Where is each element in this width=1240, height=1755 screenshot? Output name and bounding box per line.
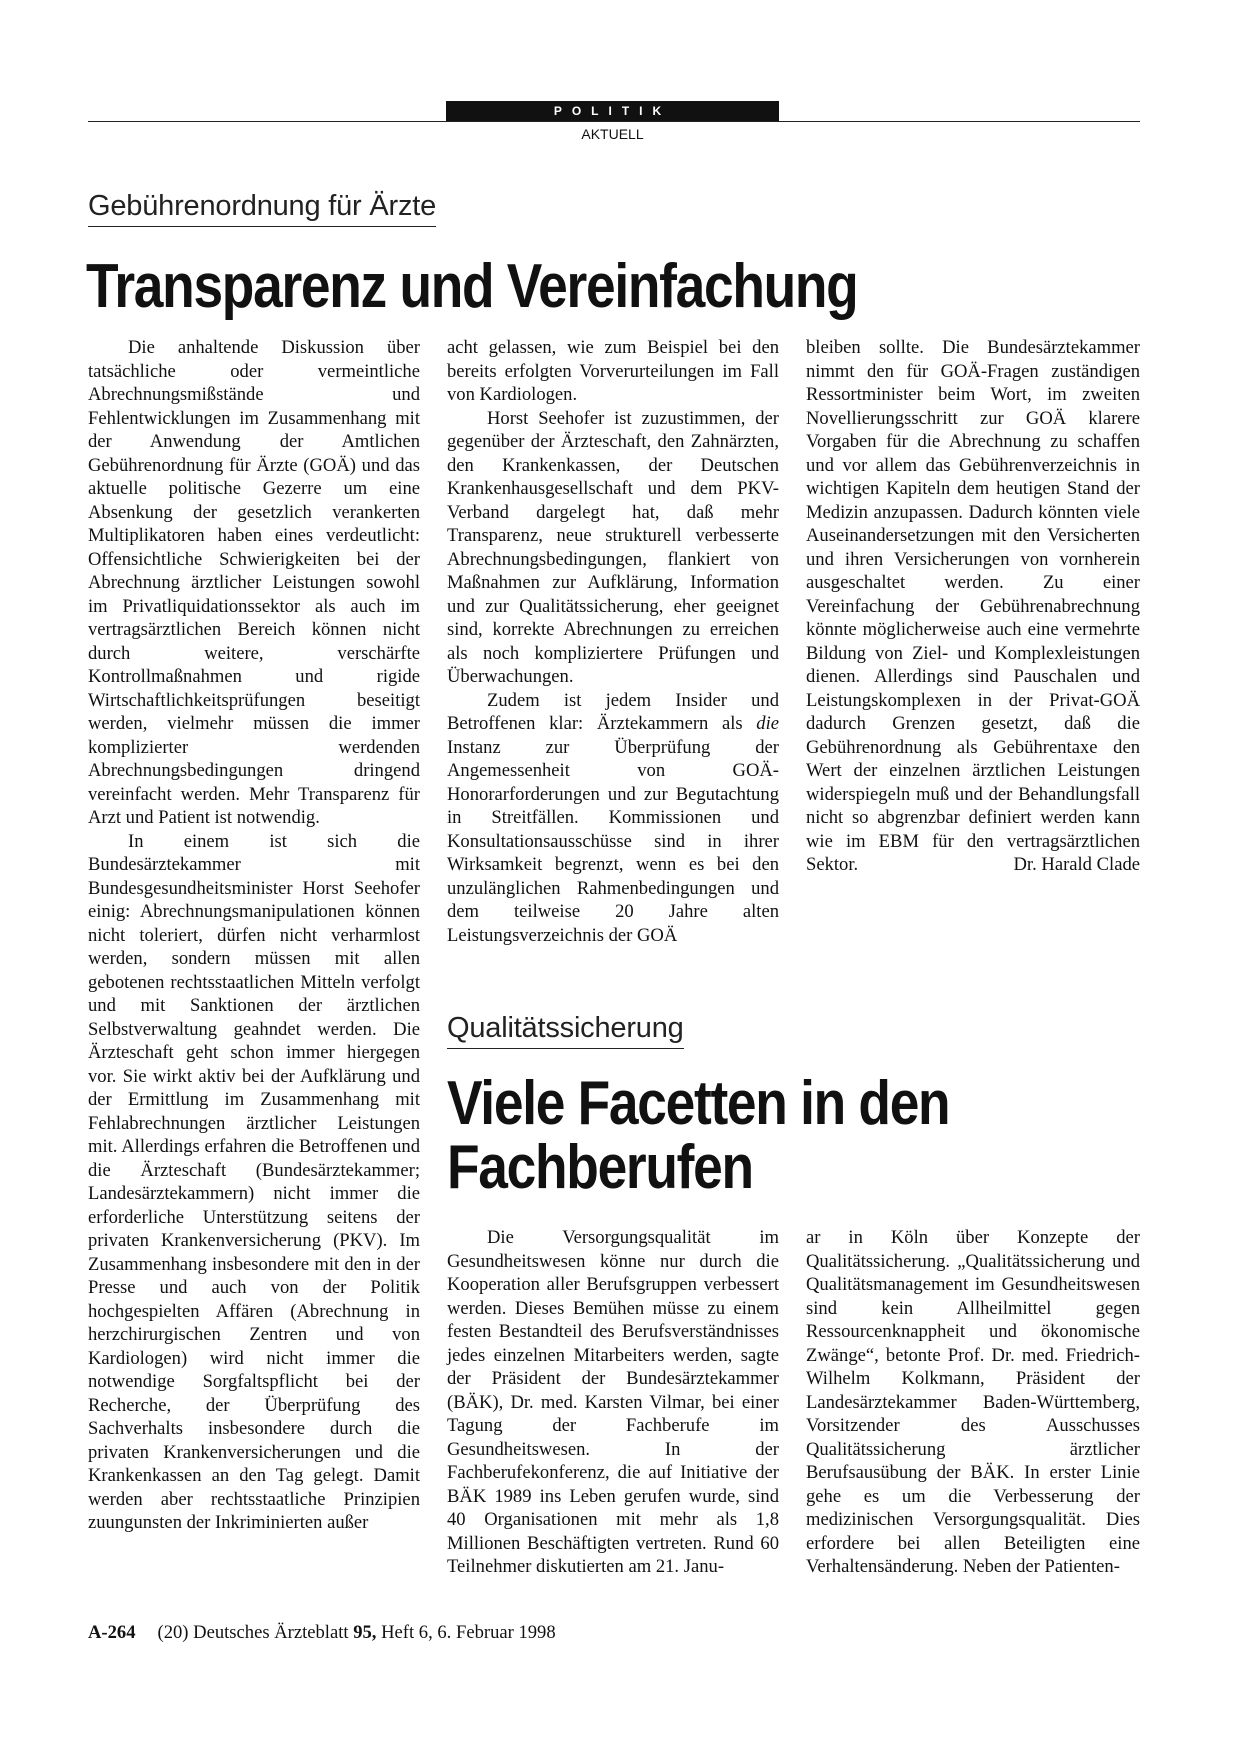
- journal-volume: 95,: [353, 1622, 377, 1643]
- article1-text: bleiben sollte. Die Bundesärztekammer nimmt den für GOÄ-Fragen zuständigen Ressortminister beim Wort, im zweiten Novellierungsschritt zur GOÄ klarere Vorgaben für die Abrechnung zu schaffen und vor allem das Gebührenverzeichnis in wichtigen Kapiteln dem heutigen Stand der Medizin anzupassen. Dadurch könnten viele Auseinandersetzungen mit den Versicherten und ihren Versicherungen von vornherein ausgeschaltet werden. Zu einer Vereinfachung der Gebührenabrechnung könnte möglicherweise auch eine vermehrte Bildung von Ziel- und Komplexleistungen dienen. Allerdings sind Pauschalen und Leistungskomplexen in der Privat-GOÄ dadurch Grenzen gesetzt, daß die Gebührenordnung als Gebührentaxe den Wert der einzelnen ärztlichen Leistungen widerspiegeln muß und der Behandlungsfall nicht so abgrenzbar definiert werden kann wie im EBM für den vertragsärztlichen Sektor.: [806, 337, 1140, 875]
- article1-column-3: [806, 336, 1140, 877]
- article1-kicker: Gebührenordnung für Ärzte: [88, 190, 436, 227]
- journal-name: (20) Deutsches Ärzteblatt: [157, 1622, 349, 1643]
- article1-column-1: [88, 336, 420, 1535]
- article1-paragraph: In einem ist sich die Bundesärztekammer mit Bundesgesundheitsminister Horst Seehofer einig: Abrechnungsmanipulationen können nicht toleriert, dürfen nicht verharmlost werden, sondern müssen mit allen gebotenen rechtsstaatlichen Mitteln verfolgt und mit Sanktionen der ärztlichen Selbstverwaltung geahndet werden. Die Ärzteschaft geht schon immer hiergegen vor. Sie wirkt aktiv bei der Aufklärung und der Ermittlung im Zusammenhang mit Fehlabrechnungen ärztlicher Leistungen mit. Allerdings erfahren die Betroffenen und die Ärzteschaft (Bundesärztekammer; Landesärztekammern) nicht immer die erforderliche Unterstützung seitens der privaten Krankenversicherung (PKV). Im Zusammenhang insbesondere mit den in der Presse und auch von der Politik hochgespielten Affären (Abrechnung in herzchirurgischen Zentren und von Kardiologen) wird nicht immer die notwendige Sorgfaltspflicht bei der Recherche, der Überprüfung des Sachverhalts insbesondere durch die privaten Krankenversicherungen und die Krankenkassen an den Tag gelegt. Damit werden aber rechtsstaatliche Prinzipien zuungunsten der Inkriminierten außer: [88, 830, 420, 1533]
- article1-paragraph: acht gelassen, wie zum Beispiel bei den bereits erfolgten Vorverurteilungen im Fall von Kardiologen.: [447, 337, 779, 405]
- article1-paragraph: Die anhaltende Diskussion über tatsächliche oder vermeintliche Abrechnungsmißstände und Fehlentwicklungen im Zusammenhang mit der Anwendung der Amtlichen Gebührenordnung für Ärzte (GOÄ) und das aktuelle politische Gezerre um eine Absenkung der gesetzlich verankerten Multiplikatoren haben eines verdeutlicht: Offensichtliche Schwierigkeiten bei der Abrechnung ärztlicher Leistungen sowohl im Privatliquidationssektor als auch im vertragsärztlichen Bereich können nicht durch weitere, verschärfte Kontrollmaßnahmen und rigide Wirtschaftlichkeitsprüfungen beseitigt werden, vielmehr müssen die immer komplizierter werdenden Abrechnungsbedingungen dringend vereinfacht werden. Mehr Transparenz für Arzt und Patient ist notwendig.: [88, 337, 420, 828]
- page-footer: [88, 1622, 556, 1644]
- article1-paragraph: [806, 336, 1140, 877]
- article2-headline-line: Fachberufen: [447, 1133, 753, 1202]
- article2-paragraph: ar in Köln über Konzepte der Qualitätssicherung. „Qualitätssicherung und Qualitätsmanagement im Gesundheitswesen sind kein Allheilmittel gegen Ressourcenknappheit und ökonomische Zwänge“, betonte Prof. Dr. med. Friedrich-Wilhelm Kolkmann, Präsident der Landesärztekammer Baden-Württemberg, Vorsitzender des Ausschusses Qualitätssicherung ärztlicher Berufsausübung der BÄK. In erster Linie gehe es um die Verbesserung der medizinischen Versorgungsqualität. Dies erfordere bei allen Beteiligten eine Verhaltensänderung. Neben der Patienten-: [806, 1227, 1140, 1577]
- subsection-label: AKTUELL: [581, 126, 644, 142]
- article1-headline: Transparenz und Vereinfachung: [86, 252, 858, 321]
- article1-paragraph: [447, 689, 779, 948]
- article2-headline: [447, 1069, 950, 1202]
- article1-paragraph: Horst Seehofer ist zuzustimmen, der gegenüber der Ärzteschaft, den Zahnärzten, den Krankenkassen, der Deutschen Krankenhausgesellschaft und dem PKV-Verband dargelegt hat, daß mehr Transparenz, neue strukturell verbesserte Abrechnungsbedingungen, flankiert von Maßnahmen zur Aufklärung, Information und zur Qualitätssicherung, eher geeignet sind, korrekte Abrechnungen zu erreichen als noch kompliziertere Prüfungen und Überwachungen.: [447, 407, 779, 687]
- article2-paragraph: Die Versorgungsqualität im Gesundheitswesen könne nur durch die Kooperation aller Berufsgruppen verbessert werden. Dieses Bemühen müsse zu einem festen Bestandteil des Berufsverständnisses jedes einzelnen Mitarbeiters werden, sagte der Präsident der Bundesärztekammer (BÄK), Dr. med. Karsten Vilmar, bei einer Tagung der Fachberufe im Gesundheitswesen. In der Fachberufekonferenz, die auf Initiative der BÄK 1989 ins Leben gerufen wurde, sind 40 Organisationen mit mehr als 1,8 Millionen Beschäftigten vertreten. Rund 60 Teilnehmer diskutierten am 21. Janu-: [447, 1227, 779, 1577]
- section-label: POLITIK: [446, 101, 779, 121]
- article1-text: Zudem ist jedem Insider und Betroffenen klar: Ärztekammern als: [447, 689, 779, 734]
- article1-emphasis: die: [756, 713, 780, 734]
- article1-text: Instanz zur Überprüfung der Angemessenheit von GOÄ-Honorarforderungen und zur Begutachtung in Streitfällen. Kommissionen und Konsultationsausschüsse sind in ihrer Wirksamkeit begrenzt, wenn es bei den unzulänglichen Rahmenbedingungen und dem teilweise 20 Jahre alten Leistungsverzeichnis der GOÄ: [447, 736, 779, 946]
- article2-column-1: [447, 1226, 779, 1579]
- article2-kicker: Qualitätssicherung: [447, 1012, 684, 1049]
- article1-author: Dr. Harald Clade: [1013, 854, 1140, 875]
- article2-column-2: [806, 1226, 1140, 1579]
- page-number: A-264: [88, 1622, 136, 1643]
- journal-issue: Heft 6, 6. Februar 1998: [381, 1622, 556, 1643]
- article2-headline-line: Viele Facetten in den: [447, 1069, 950, 1138]
- article1-column-2: [447, 336, 779, 947]
- header-rule: [88, 121, 1140, 122]
